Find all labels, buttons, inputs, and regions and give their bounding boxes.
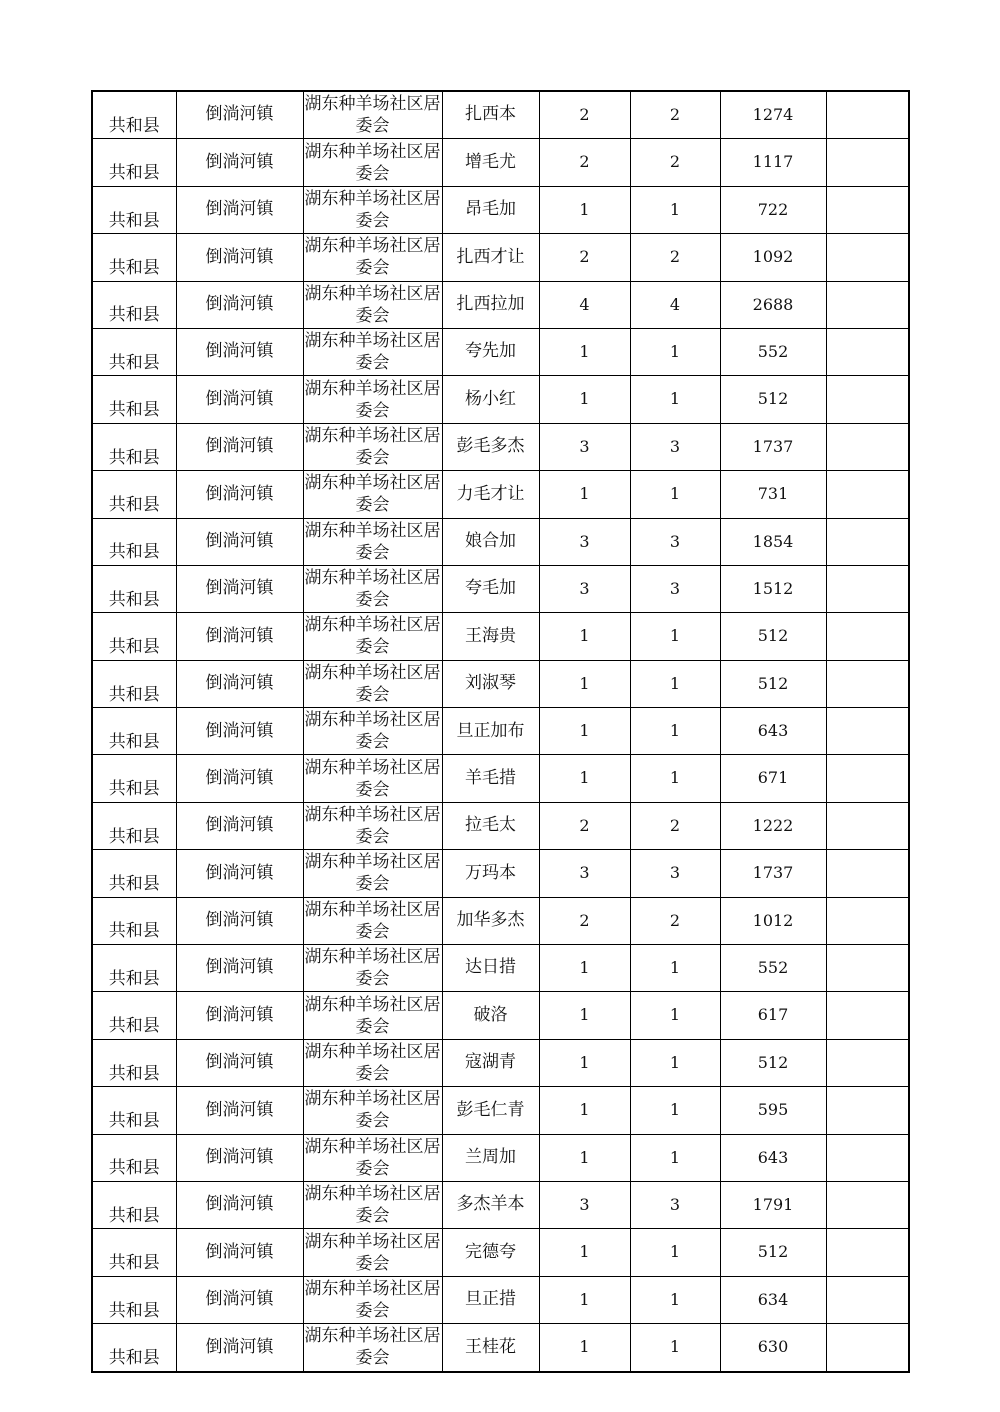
households-cell: 2 (539, 234, 630, 281)
households-cell: 1 (539, 755, 630, 802)
note-cell (826, 139, 909, 186)
amount-cell: 630 (720, 1324, 826, 1372)
note-cell (826, 471, 909, 518)
amount-cell: 643 (720, 708, 826, 755)
community-cell: 湖东种羊场社区居委会 (303, 850, 442, 897)
amount-cell: 512 (720, 1039, 826, 1086)
town-cell: 倒淌河镇 (176, 992, 303, 1039)
community-cell: 湖东种羊场社区居委会 (303, 1087, 442, 1134)
persons-cell: 1 (630, 755, 720, 802)
community-cell: 湖东种羊场社区居委会 (303, 708, 442, 755)
persons-cell: 3 (630, 565, 720, 612)
amount-cell: 1117 (720, 139, 826, 186)
note-cell (826, 376, 909, 423)
community-cell: 湖东种羊场社区居委会 (303, 91, 442, 139)
amount-cell: 512 (720, 660, 826, 707)
households-cell: 1 (539, 1087, 630, 1134)
table-row (92, 1134, 909, 1181)
persons-cell: 1 (630, 471, 720, 518)
households-cell: 1 (539, 1229, 630, 1276)
name-cell: 破洛 (442, 992, 539, 1039)
name-cell: 寇湖青 (442, 1039, 539, 1086)
households-cell: 1 (539, 186, 630, 233)
town-cell: 倒淌河镇 (176, 376, 303, 423)
community-cell: 湖东种羊场社区居委会 (303, 992, 442, 1039)
name-cell: 旦正措 (442, 1276, 539, 1323)
households-cell: 3 (539, 423, 630, 470)
community-cell: 湖东种羊场社区居委会 (303, 423, 442, 470)
name-cell: 王海贵 (442, 613, 539, 660)
table-row (92, 660, 909, 707)
county-cell: 共和县 (92, 518, 176, 565)
amount-cell: 643 (720, 1134, 826, 1181)
community-cell: 湖东种羊场社区居委会 (303, 234, 442, 281)
note-cell (826, 423, 909, 470)
table-row (92, 139, 909, 186)
table-row (92, 186, 909, 233)
persons-cell: 2 (630, 139, 720, 186)
table-row (92, 897, 909, 944)
name-cell: 彭毛仁青 (442, 1087, 539, 1134)
county-cell: 共和县 (92, 660, 176, 707)
table-row (92, 1324, 909, 1372)
town-cell: 倒淌河镇 (176, 897, 303, 944)
persons-cell: 1 (630, 1039, 720, 1086)
persons-cell: 2 (630, 234, 720, 281)
table-body (92, 91, 909, 1372)
county-cell: 共和县 (92, 755, 176, 802)
amount-cell: 512 (720, 376, 826, 423)
name-cell: 力毛才让 (442, 471, 539, 518)
county-cell: 共和县 (92, 802, 176, 849)
county-cell: 共和县 (92, 234, 176, 281)
amount-cell: 1092 (720, 234, 826, 281)
table-row (92, 1229, 909, 1276)
town-cell: 倒淌河镇 (176, 423, 303, 470)
persons-cell: 1 (630, 1276, 720, 1323)
county-cell: 共和县 (92, 1181, 176, 1228)
persons-cell: 1 (630, 708, 720, 755)
town-cell: 倒淌河镇 (176, 850, 303, 897)
name-cell: 夸毛加 (442, 565, 539, 612)
name-cell: 娘合加 (442, 518, 539, 565)
note-cell (826, 1229, 909, 1276)
table-row (92, 1087, 909, 1134)
amount-cell: 552 (720, 945, 826, 992)
note-cell (826, 708, 909, 755)
community-cell: 湖东种羊场社区居委会 (303, 897, 442, 944)
name-cell: 达日措 (442, 945, 539, 992)
name-cell: 加华多杰 (442, 897, 539, 944)
persons-cell: 1 (630, 660, 720, 707)
county-cell: 共和县 (92, 91, 176, 139)
community-cell: 湖东种羊场社区居委会 (303, 471, 442, 518)
table-row (92, 565, 909, 612)
name-cell: 杨小红 (442, 376, 539, 423)
county-cell: 共和县 (92, 708, 176, 755)
name-cell: 万玛本 (442, 850, 539, 897)
note-cell (826, 518, 909, 565)
amount-cell: 617 (720, 992, 826, 1039)
table-row (92, 850, 909, 897)
persons-cell: 3 (630, 423, 720, 470)
name-cell: 王桂花 (442, 1324, 539, 1372)
town-cell: 倒淌河镇 (176, 755, 303, 802)
persons-cell: 4 (630, 281, 720, 328)
table-row (92, 1276, 909, 1323)
amount-cell: 1012 (720, 897, 826, 944)
households-cell: 1 (539, 328, 630, 375)
town-cell: 倒淌河镇 (176, 1276, 303, 1323)
county-cell: 共和县 (92, 423, 176, 470)
community-cell: 湖东种羊场社区居委会 (303, 1134, 442, 1181)
county-cell: 共和县 (92, 1134, 176, 1181)
community-cell: 湖东种羊场社区居委会 (303, 945, 442, 992)
county-cell: 共和县 (92, 1324, 176, 1372)
town-cell: 倒淌河镇 (176, 281, 303, 328)
name-cell: 增毛尤 (442, 139, 539, 186)
persons-cell: 1 (630, 376, 720, 423)
community-cell: 湖东种羊场社区居委会 (303, 802, 442, 849)
note-cell (826, 660, 909, 707)
county-cell: 共和县 (92, 281, 176, 328)
county-cell: 共和县 (92, 1276, 176, 1323)
county-cell: 共和县 (92, 565, 176, 612)
community-cell: 湖东种羊场社区居委会 (303, 755, 442, 802)
county-cell: 共和县 (92, 897, 176, 944)
town-cell: 倒淌河镇 (176, 91, 303, 139)
county-cell: 共和县 (92, 1039, 176, 1086)
community-cell: 湖东种羊场社区居委会 (303, 1039, 442, 1086)
table-row (92, 1039, 909, 1086)
town-cell: 倒淌河镇 (176, 660, 303, 707)
households-cell: 4 (539, 281, 630, 328)
community-cell: 湖东种羊场社区居委会 (303, 565, 442, 612)
note-cell (826, 1134, 909, 1181)
persons-cell: 1 (630, 186, 720, 233)
community-cell: 湖东种羊场社区居委会 (303, 1324, 442, 1372)
community-cell: 湖东种羊场社区居委会 (303, 376, 442, 423)
note-cell (826, 802, 909, 849)
table-row (92, 755, 909, 802)
table-row (92, 518, 909, 565)
note-cell (826, 328, 909, 375)
table-row (92, 945, 909, 992)
note-cell (826, 613, 909, 660)
town-cell: 倒淌河镇 (176, 945, 303, 992)
households-cell: 3 (539, 565, 630, 612)
persons-cell: 3 (630, 1181, 720, 1228)
amount-cell: 1512 (720, 565, 826, 612)
households-cell: 1 (539, 1134, 630, 1181)
amount-cell: 2688 (720, 281, 826, 328)
name-cell: 扎西本 (442, 91, 539, 139)
note-cell (826, 1276, 909, 1323)
county-cell: 共和县 (92, 1087, 176, 1134)
amount-cell: 512 (720, 1229, 826, 1276)
amount-cell: 1791 (720, 1181, 826, 1228)
town-cell: 倒淌河镇 (176, 1039, 303, 1086)
name-cell: 彭毛多杰 (442, 423, 539, 470)
name-cell: 羊毛措 (442, 755, 539, 802)
community-cell: 湖东种羊场社区居委会 (303, 1181, 442, 1228)
persons-cell: 1 (630, 945, 720, 992)
community-cell: 湖东种羊场社区居委会 (303, 1229, 442, 1276)
note-cell (826, 565, 909, 612)
county-cell: 共和县 (92, 376, 176, 423)
amount-cell: 671 (720, 755, 826, 802)
persons-cell: 2 (630, 91, 720, 139)
town-cell: 倒淌河镇 (176, 471, 303, 518)
households-cell: 3 (539, 518, 630, 565)
households-cell: 1 (539, 1324, 630, 1372)
town-cell: 倒淌河镇 (176, 1229, 303, 1276)
persons-cell: 2 (630, 802, 720, 849)
town-cell: 倒淌河镇 (176, 186, 303, 233)
beneficiary-table (91, 90, 910, 1373)
amount-cell: 634 (720, 1276, 826, 1323)
town-cell: 倒淌河镇 (176, 139, 303, 186)
note-cell (826, 1039, 909, 1086)
amount-cell: 552 (720, 328, 826, 375)
county-cell: 共和县 (92, 992, 176, 1039)
households-cell: 1 (539, 992, 630, 1039)
name-cell: 兰周加 (442, 1134, 539, 1181)
amount-cell: 512 (720, 613, 826, 660)
amount-cell: 1737 (720, 850, 826, 897)
community-cell: 湖东种羊场社区居委会 (303, 613, 442, 660)
town-cell: 倒淌河镇 (176, 1134, 303, 1181)
table-row (92, 992, 909, 1039)
county-cell: 共和县 (92, 471, 176, 518)
note-cell (826, 945, 909, 992)
name-cell: 旦正加布 (442, 708, 539, 755)
town-cell: 倒淌河镇 (176, 1324, 303, 1372)
county-cell: 共和县 (92, 328, 176, 375)
community-cell: 湖东种羊场社区居委会 (303, 1276, 442, 1323)
table-row (92, 1181, 909, 1228)
amount-cell: 731 (720, 471, 826, 518)
town-cell: 倒淌河镇 (176, 518, 303, 565)
name-cell: 完德夸 (442, 1229, 539, 1276)
note-cell (826, 1087, 909, 1134)
table-row (92, 708, 909, 755)
households-cell: 1 (539, 660, 630, 707)
amount-cell: 1274 (720, 91, 826, 139)
county-cell: 共和县 (92, 1229, 176, 1276)
town-cell: 倒淌河镇 (176, 708, 303, 755)
name-cell: 扎西才让 (442, 234, 539, 281)
note-cell (826, 992, 909, 1039)
note-cell (826, 897, 909, 944)
name-cell: 拉毛太 (442, 802, 539, 849)
county-cell: 共和县 (92, 850, 176, 897)
table-row (92, 423, 909, 470)
note-cell (826, 755, 909, 802)
town-cell: 倒淌河镇 (176, 565, 303, 612)
community-cell: 湖东种羊场社区居委会 (303, 660, 442, 707)
persons-cell: 1 (630, 1324, 720, 1372)
note-cell (826, 91, 909, 139)
community-cell: 湖东种羊场社区居委会 (303, 139, 442, 186)
table-row (92, 471, 909, 518)
community-cell: 湖东种羊场社区居委会 (303, 186, 442, 233)
table-row (92, 802, 909, 849)
name-cell: 夸先加 (442, 328, 539, 375)
persons-cell: 1 (630, 1134, 720, 1181)
name-cell: 扎西拉加 (442, 281, 539, 328)
amount-cell: 1222 (720, 802, 826, 849)
name-cell: 昂毛加 (442, 186, 539, 233)
households-cell: 2 (539, 802, 630, 849)
town-cell: 倒淌河镇 (176, 234, 303, 281)
note-cell (826, 186, 909, 233)
note-cell (826, 234, 909, 281)
table-row (92, 328, 909, 375)
community-cell: 湖东种羊场社区居委会 (303, 518, 442, 565)
persons-cell: 1 (630, 613, 720, 660)
table-row (92, 613, 909, 660)
county-cell: 共和县 (92, 613, 176, 660)
amount-cell: 1854 (720, 518, 826, 565)
note-cell (826, 1324, 909, 1372)
amount-cell: 595 (720, 1087, 826, 1134)
table-row (92, 234, 909, 281)
county-cell: 共和县 (92, 945, 176, 992)
community-cell: 湖东种羊场社区居委会 (303, 281, 442, 328)
amount-cell: 722 (720, 186, 826, 233)
name-cell: 刘淑琴 (442, 660, 539, 707)
households-cell: 2 (539, 897, 630, 944)
persons-cell: 1 (630, 1087, 720, 1134)
households-cell: 1 (539, 471, 630, 518)
note-cell (826, 281, 909, 328)
name-cell: 多杰羊本 (442, 1181, 539, 1228)
persons-cell: 2 (630, 897, 720, 944)
town-cell: 倒淌河镇 (176, 802, 303, 849)
households-cell: 1 (539, 708, 630, 755)
table-row (92, 281, 909, 328)
persons-cell: 3 (630, 518, 720, 565)
households-cell: 1 (539, 1276, 630, 1323)
note-cell (826, 1181, 909, 1228)
table-row (92, 91, 909, 139)
town-cell: 倒淌河镇 (176, 1087, 303, 1134)
county-cell: 共和县 (92, 186, 176, 233)
households-cell: 1 (539, 1039, 630, 1086)
community-cell: 湖东种羊场社区居委会 (303, 328, 442, 375)
households-cell: 2 (539, 139, 630, 186)
amount-cell: 1737 (720, 423, 826, 470)
households-cell: 3 (539, 1181, 630, 1228)
households-cell: 1 (539, 376, 630, 423)
persons-cell: 1 (630, 1229, 720, 1276)
county-cell: 共和县 (92, 139, 176, 186)
persons-cell: 3 (630, 850, 720, 897)
households-cell: 3 (539, 850, 630, 897)
households-cell: 1 (539, 613, 630, 660)
town-cell: 倒淌河镇 (176, 1181, 303, 1228)
table-row (92, 376, 909, 423)
town-cell: 倒淌河镇 (176, 613, 303, 660)
note-cell (826, 850, 909, 897)
persons-cell: 1 (630, 328, 720, 375)
households-cell: 1 (539, 945, 630, 992)
households-cell: 2 (539, 91, 630, 139)
town-cell: 倒淌河镇 (176, 328, 303, 375)
persons-cell: 1 (630, 992, 720, 1039)
